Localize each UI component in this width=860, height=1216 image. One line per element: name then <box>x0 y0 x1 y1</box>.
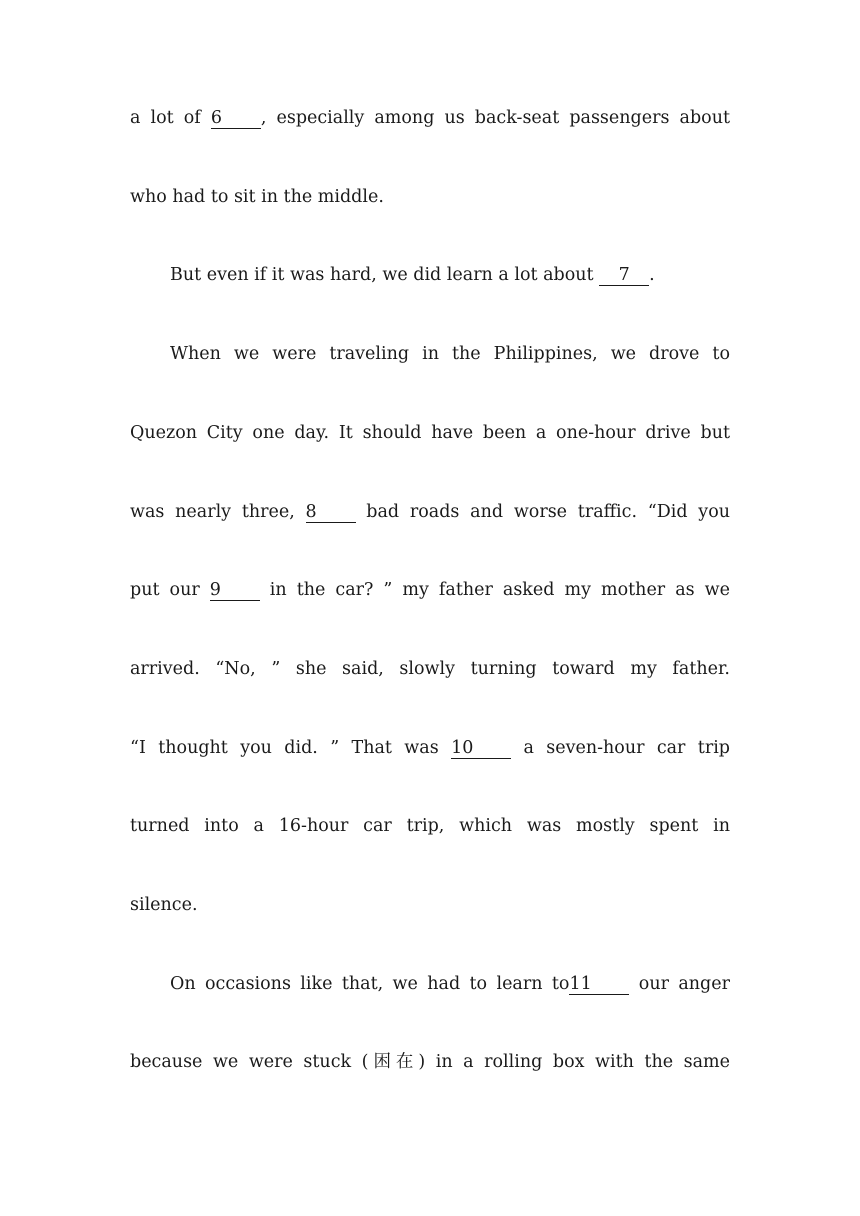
line-text: a seven-hour car trip <box>511 738 730 758</box>
text-line <box>130 185 730 209</box>
text-line <box>130 106 730 130</box>
blank-8: 8 <box>306 502 356 523</box>
line-text: because we were stuck (困在) in a rolling box with the same <box>130 1052 730 1072</box>
line-text: bad roads and worse traffic. “Did you <box>355 502 731 522</box>
blank-9: 9 <box>210 580 260 601</box>
line-text: turned into a 16-hour car trip, which was mostly spent in <box>130 816 730 836</box>
text-line <box>170 972 730 996</box>
text-line <box>130 500 730 524</box>
line-text: But even if it was hard, we did learn a lot about <box>170 265 600 285</box>
text-line <box>130 893 730 917</box>
text-line <box>130 578 730 602</box>
line-text: On occasions like that, we had to learn to <box>170 974 570 994</box>
blank-11: 11 <box>569 974 629 995</box>
line-text: arrived. “No, ” she said, slowly turning toward my father. <box>130 659 730 679</box>
line-text: When we were traveling in the Philippines, we drove to <box>170 344 730 364</box>
line-text: a lot of <box>130 108 211 128</box>
text-line <box>130 1050 730 1074</box>
text-line <box>130 657 730 681</box>
text-line <box>170 342 730 366</box>
blank-6: 6 <box>211 108 261 129</box>
blank-7: 7 <box>599 265 649 286</box>
line-text: our anger <box>629 974 730 994</box>
line-text: in the car? ” my father asked my mother as we <box>259 580 731 600</box>
blank-10: 10 <box>451 738 511 759</box>
line-text: put our <box>130 580 210 600</box>
line-text: , especially among us back-seat passengers about <box>260 108 730 128</box>
text-line <box>130 814 730 838</box>
line-text: “I thought you did. ” That was <box>130 738 452 758</box>
text-line <box>130 736 730 760</box>
line-text: was nearly three, <box>130 502 306 522</box>
text-line <box>130 421 730 445</box>
line-text: silence. <box>130 895 198 915</box>
line-text: Quezon City one day. It should have been a one-hour drive but <box>130 423 730 443</box>
line-text: . <box>649 265 655 285</box>
text-line <box>170 263 730 287</box>
line-text: who had to sit in the middle. <box>130 187 384 207</box>
